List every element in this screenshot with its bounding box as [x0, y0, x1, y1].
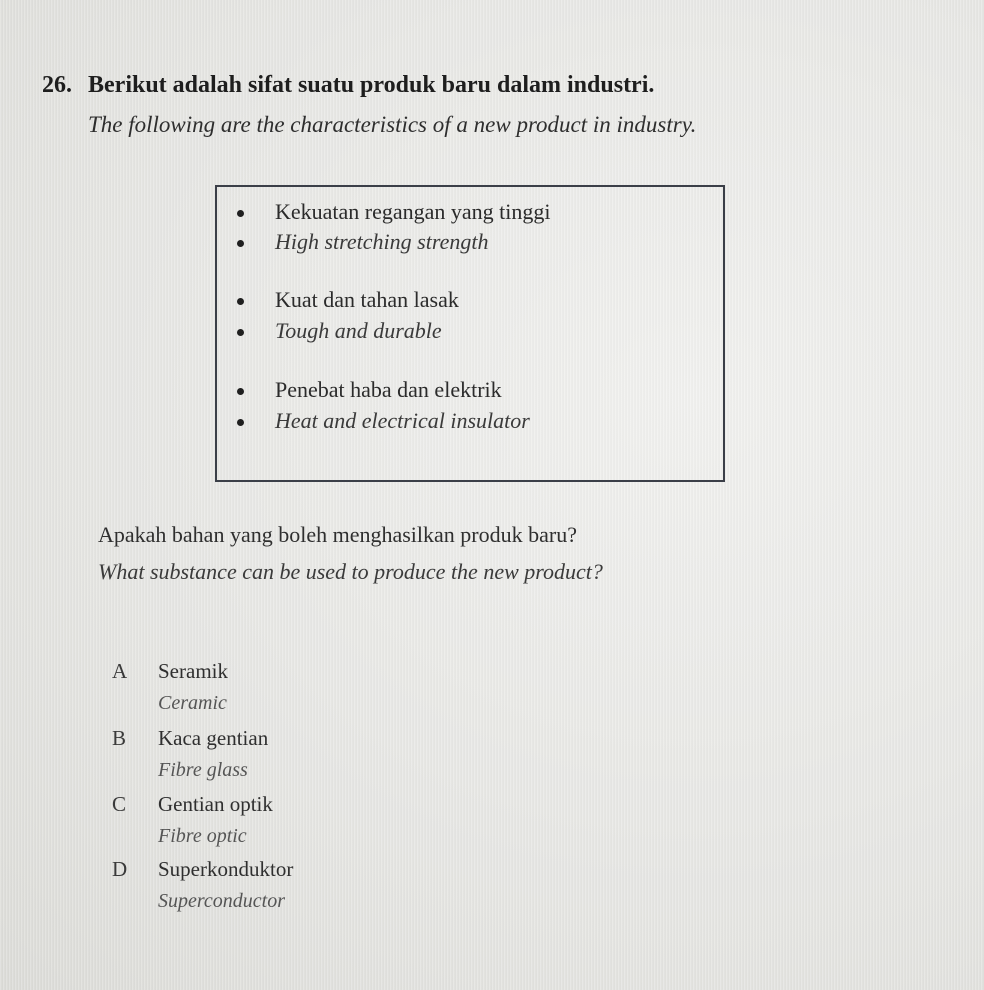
bullet-icon	[237, 298, 244, 305]
option-letter-b[interactable]: B	[112, 726, 127, 750]
characteristic-text-ms: Kekuatan regangan yang tinggi	[275, 199, 551, 224]
bullet-icon	[237, 240, 244, 247]
characteristic-text-ms: Kuat dan tahan lasak	[275, 287, 459, 312]
question-number: 26.	[42, 72, 72, 98]
option-c-english: Fibre optic	[158, 825, 247, 847]
option-letter-a[interactable]: A	[112, 659, 128, 683]
bullet-icon	[237, 329, 244, 336]
option-d-english: Superconductor	[158, 890, 286, 912]
bullet-icon	[237, 210, 244, 217]
question-stem-english: The following are the characteristics of a new product in industry.	[88, 112, 697, 137]
option-b-english: Fibre glass	[158, 759, 248, 781]
option-a-english: Ceramic	[158, 692, 227, 714]
option-b-malay[interactable]: Kaca gentian	[158, 726, 269, 750]
option-c-malay[interactable]: Gentian optik	[158, 792, 273, 816]
characteristics-box	[215, 185, 725, 482]
bullet-icon	[237, 419, 244, 426]
characteristic-text-en: Tough and durable	[275, 318, 442, 343]
characteristic-text-en: High stretching strength	[275, 229, 489, 254]
option-letter-c[interactable]: C	[112, 792, 127, 816]
prompt-malay: Apakah bahan yang boleh menghasilkan produk baru?	[98, 522, 577, 547]
option-a-malay[interactable]: Seramik	[158, 659, 228, 683]
bullet-icon	[237, 388, 244, 395]
characteristic-text-ms: Penebat haba dan elektrik	[275, 377, 502, 402]
characteristic-text-en: Heat and electrical insulator	[275, 408, 530, 433]
prompt-english: What substance can be used to produce the new product?	[98, 559, 603, 584]
question-stem-malay: Berikut adalah sifat suatu produk baru dalam industri.	[88, 72, 655, 98]
option-letter-d[interactable]: D	[112, 857, 128, 881]
option-d-malay[interactable]: Superkonduktor	[158, 857, 294, 881]
